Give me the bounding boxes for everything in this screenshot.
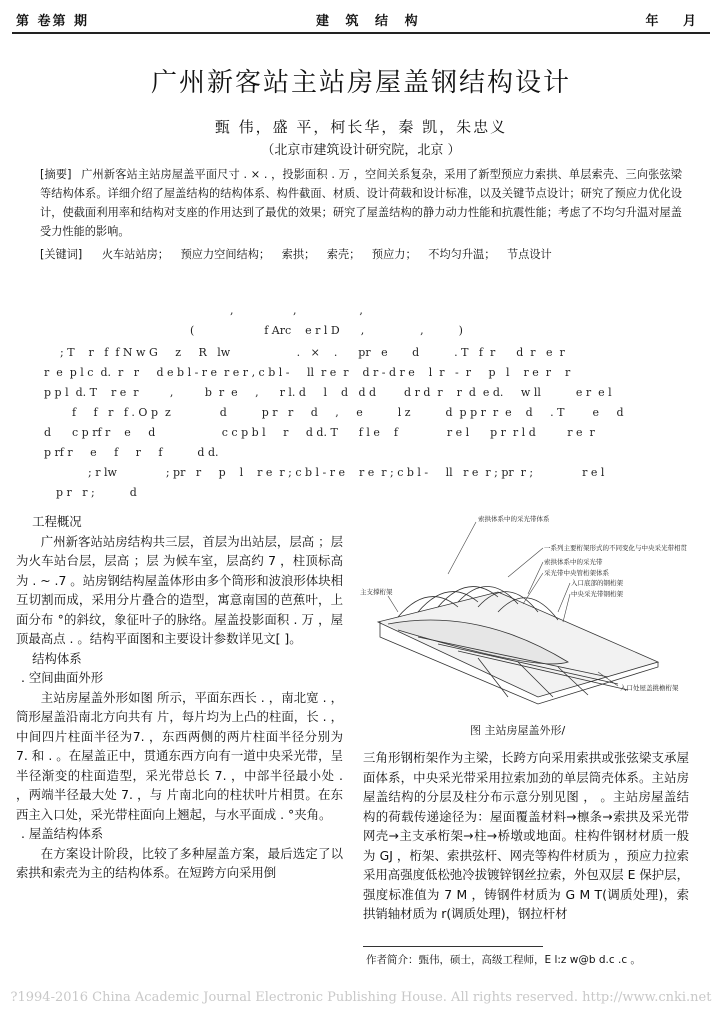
figure-annotation: 中央采光带钢桁架	[571, 590, 623, 598]
running-header	[16, 8, 706, 30]
keyword: 索壳；	[326, 248, 361, 261]
author-list: 甄 伟，盛 平，柯长华，秦 凯，朱忠义	[214, 118, 508, 136]
header-journal: 建 筑 结 构	[316, 14, 424, 29]
english-abstract-line: p p l d. T r e r , b r e , r l. d l d d d d r d r r d e d. w ll e r e l	[44, 386, 612, 399]
keyword: 预应力空间结构；	[180, 248, 271, 261]
figure-annotation: 索拱体系中的采光带	[544, 558, 603, 566]
affiliation: （北京市建筑设计研究院，北京 ）	[261, 143, 461, 158]
english-affiliation-fragment: ( f Arc e r l D , , )	[190, 324, 463, 337]
paragraph: 广州新客站站房结构共三层，首层为出站层，层高 ；层 为火车站台层，层高 ；层 为候车室，层高约 7 ，柱顶标高为 . ~ .7 。站房钢结构屋盖体形由多个筒形和波浪形体块相互切割而成，采用分片叠合的造型，寓意南国的芭蕉叶，上面分布 °的斜纹，象征叶子的脉络。屋盖投影面积 . 万 ，屋顶最高点 . 。结构平面图和主要设计参数详见文[ ]。	[16, 533, 343, 646]
roof-figure	[358, 512, 698, 712]
footnote-rule	[363, 946, 543, 947]
english-keywords-line: p r r ; d	[56, 486, 137, 499]
right-column	[363, 748, 689, 924]
abstract-label: [摘要]	[40, 168, 72, 181]
figure-annotation: 采光带中央管桁架体系	[544, 569, 609, 577]
english-keywords-line: ; r lw ; pr r p l r e r ; c b l - r e r e r ; c b l - ll r e r ; pr r ; r e l	[88, 466, 605, 479]
figure-caption: 图 主站房屋盖外形/	[470, 724, 566, 737]
keyword: 预应力；	[371, 248, 417, 261]
keyword: 不均匀升温；	[428, 248, 496, 261]
figure-annotation: 主支撑桁架	[360, 588, 393, 596]
keywords	[40, 246, 682, 262]
paper-title: 广州新客站主站房屋盖钢结构设计	[150, 68, 571, 98]
header-issue: 第 卷第 期	[16, 14, 90, 29]
subsection-heading: . 屋盖结构体系	[20, 826, 104, 841]
figure-annotation: 入口处屋盖挑檐桁架	[620, 684, 679, 692]
paragraph: 在方案设计阶段，比较了多种屋盖方案，最后选定了以索拱和索壳为主的结构体系。在短跨方向采用倒	[16, 845, 343, 880]
english-title-fragment: , , ,	[230, 304, 363, 317]
copyright-footer: ?1994-2016 China Academic Journal Electronic Publishing House. All rights reserved. http://www.cnki.net	[10, 990, 712, 1005]
keywords-label: [关键词]	[40, 248, 83, 261]
keyword: 火车站站房；	[101, 248, 169, 261]
english-abstract-line: r e p l c d. r r d e b l - r e r e r , c b l - ll r e r d r - d r e l r - r p l r e r r	[44, 366, 571, 379]
left-column	[16, 512, 343, 883]
english-abstract-line: f f r f . O p z d p r r d , e l z d p p r r e d . T e d	[72, 406, 624, 419]
author-footnote: 作者简介：甄伟，硕士，高级工程师，E l:z w@b d.c .c 。	[366, 954, 641, 966]
section-heading: 工程概况	[32, 514, 82, 529]
figure-annotation: 索拱体系中的采光带体系	[478, 515, 550, 523]
keyword: 索拱；	[281, 248, 316, 261]
figure-annotation: 入口底部的钢桁架	[571, 579, 623, 587]
figure-annotation: 一系列主要桁架形式的不同变化与中央采光带相贯	[544, 544, 687, 552]
keyword: 节点设计	[506, 248, 552, 261]
english-abstract-line: ; T r f f N w G z R lw . × . pr e d . T f r d r e r	[60, 346, 565, 359]
abstract	[40, 165, 682, 241]
paragraph: 主站房屋盖外形如图 所示，平面东西长 . ，南北宽 . ，筒形屋盖沿南北方向共有 片，每片均为上凸的柱面，长 . ，中间四片柱面半径为7. ，东西两侧的两片柱面半径分别为 7. 和 . 。在屋盖正中，贯通东西方向有一道中央采光带，呈半径渐变的柱面造型，采光带总长 7. ，中部半径最小处 . ，两端半径最大处 7. ，与 片南北向的柱状叶片相贯。在东西主入口处，采光带柱面向上翘起，与水平面成 . °夹角。	[16, 689, 343, 822]
section-heading: 结构体系	[32, 650, 82, 666]
subsection-heading: . 空间曲面外形	[20, 670, 104, 685]
english-abstract-line: d c p rf r e d c c p b l r d d. T f l e f r e l p r r l d r e r	[44, 426, 595, 439]
english-abstract-line: p rf r e f r f d d.	[44, 446, 219, 459]
header-date: 年 月	[645, 14, 706, 29]
header-rule	[12, 32, 710, 34]
roof-drawing	[378, 586, 658, 704]
paragraph: 三角形钢桁架作为主梁，长跨方向采用索拱或张弦梁支承屋面体系，中央采光带采用拉索加劲的单层筒壳体系。主站房屋盖结构的分层及柱分布示意分别见图 ， 。主站房屋盖结构的荷载传递途径为：屋面覆盖材料→檩条→索拱及采光带网壳→主支承桁架→柱→桥墩或地面。柱构件钢材材质一般为 GJ ，桁架、索拱弦杆、网壳等构件材质为 ，预应力拉索采用高强度低松弛冷拔镀锌钢丝拉索，外包双层 E 保护层，强度标准值为 7 M ，铸钢件材质为 G M T(调质处理)，索拱销轴材质为 r(调质处理)，钢拉杆材	[363, 750, 689, 921]
abstract-text: 广州新客站主站房屋盖平面尺寸 . × . ，投影面积 . 万 ，空间关系复杂，采用了新型预应力索拱、单层索壳、三向张弦梁等结构体系。详细介绍了屋盖结构的结构体系、构件截面、材质、设计荷载和设计标准，以及关键节点设计；研究了预应力优化设计，使截面利用率和结构对支座的作用达到了最优的效果；研究了屋盖结构的静力动力性能和抗震性能；考虑了不均匀升温对屋盖受力性能的影响。	[40, 168, 682, 238]
